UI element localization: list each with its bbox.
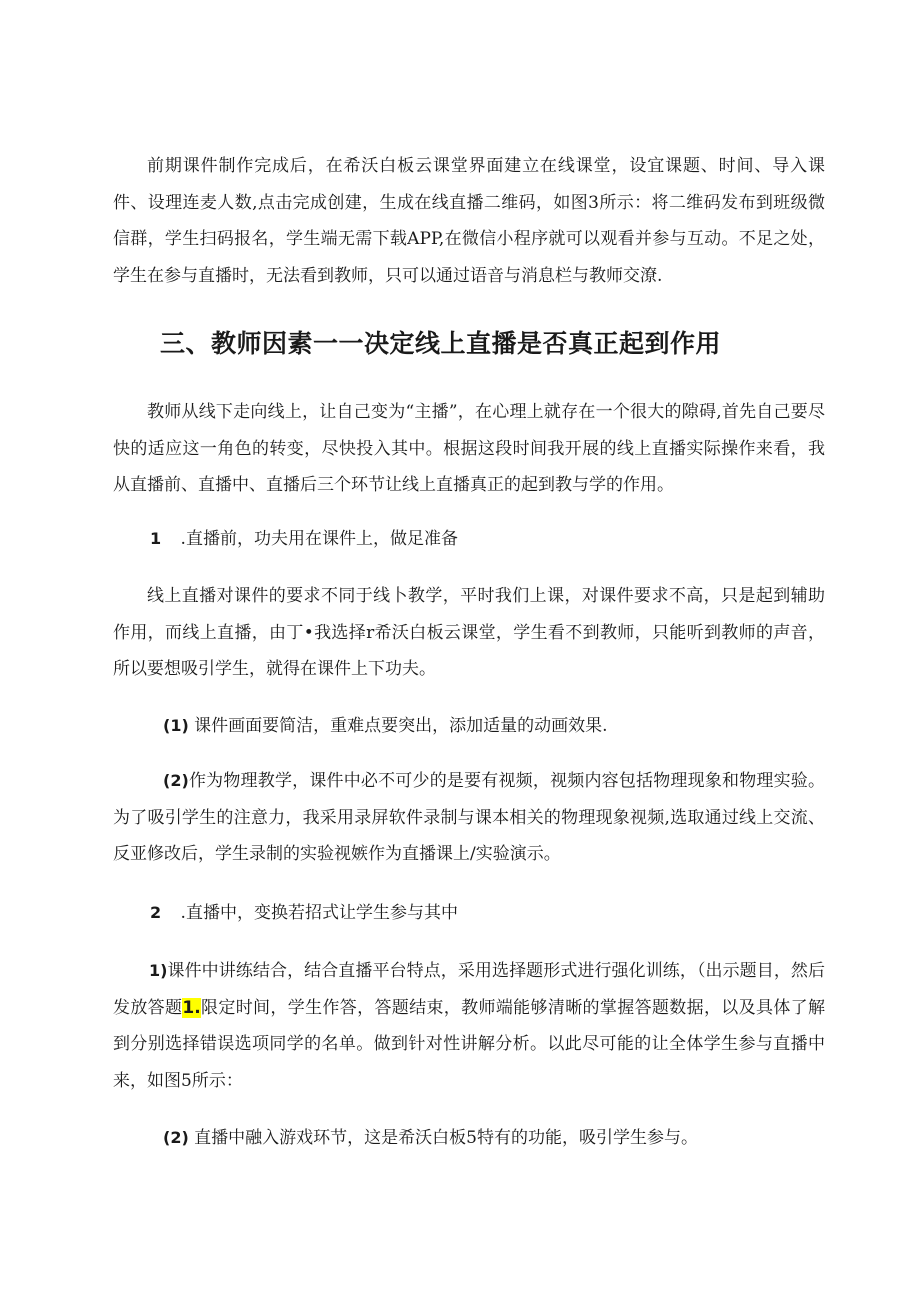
sub-item-2	[113, 763, 825, 873]
sub-item-2-number: (2)	[163, 771, 189, 790]
during-item-2-text: 直播中融入游戏环节，这是希沃白板5特有的功能，吸引学生参与。	[194, 1128, 698, 1148]
during-item-1-text-b: 限定时间，学生作答，答题结束，教师端能够清晰的掌握答题数据，以及具体了解到分别选择错误选项同学的名单。做到针对性讲解分析。以此尽可能的让全体学生参与直播中来，如图5所示：	[113, 997, 826, 1091]
sub-item-1-number: (1)	[163, 716, 189, 735]
intro-paragraph: 前期课件制作完成后，在希沃白板云课堂界面建立在线课堂，设宜课题、时间、导入课件、设理连麦人数,点击完成创建，生成在线直播二维码，如图3所示：将二维码发布到班级微信群，学生扫码报名，学生端无需下载APP,在微信小程序就可以观看并参与互动。不足之处，学生在参与直播时，无法看到教师，只可以通过语音与消息栏与教师交潦.	[113, 156, 825, 286]
item-1-number: 1	[150, 529, 162, 548]
during-item-1-text-a: 课件中讲练结合，结合直播平台特点，采用选择题形式进行强化训练，（出示题目，然后发放答题	[113, 961, 825, 1018]
item-1-heading	[150, 521, 458, 557]
during-item-1	[113, 953, 825, 1099]
item-1-text: .直播前，功夫用在课件上，做足准备	[180, 529, 458, 549]
during-item-1-number: 1)	[149, 961, 168, 980]
sub-item-1-text: 课件画面要简洁，重难点要突出，添加适量的动画效果.	[194, 716, 608, 736]
during-item-2	[163, 1120, 698, 1156]
courseware-paragraph: 线上直播对课件的要求不同于线卜教学，平时我们上课，对课件要求不高，只是起到辅助作用，而线上直播，由丁•我选择r希沃白板云课堂，学生看不到教师，只能听到教师的声音，所以要想吸引学生，就得在课件上下功夫。	[113, 586, 825, 679]
section-heading: 三、教师因素一一决定线上直播是否真正起到作用	[160, 329, 722, 358]
teacher-paragraph: 教师从线下走向线上，让自己变为“主播”，在心理上就存在一个很大的隙碍,首先自己要尽快的适应这一角色的转变，尽快投入其中。根据这段时间我开展的线上直播实际操作来看，我从直播前、直播中、直播后三个环节让线上直播真正的起到教与学的作用。	[113, 402, 825, 495]
sub-item-1	[163, 708, 608, 744]
highlighted-marker: 1.	[182, 997, 201, 1018]
item-2-heading	[150, 895, 458, 931]
item-2-text: .直播中，变换若招式让学生参与其中	[180, 903, 458, 923]
during-item-2-number: (2)	[163, 1128, 189, 1147]
item-2-number: 2	[150, 903, 162, 922]
sub-item-2-text: 作为物理教学，课件中必不可少的是要有视频，视频内容包括物理现象和物理实验。为了吸引学生的注意力，我采用录屏软件录制与课本相关的物理现象视频,选取通过线上交流、反亚修改后，学生录制的实验视嫉作为直播课上/实验演示。	[113, 771, 825, 864]
